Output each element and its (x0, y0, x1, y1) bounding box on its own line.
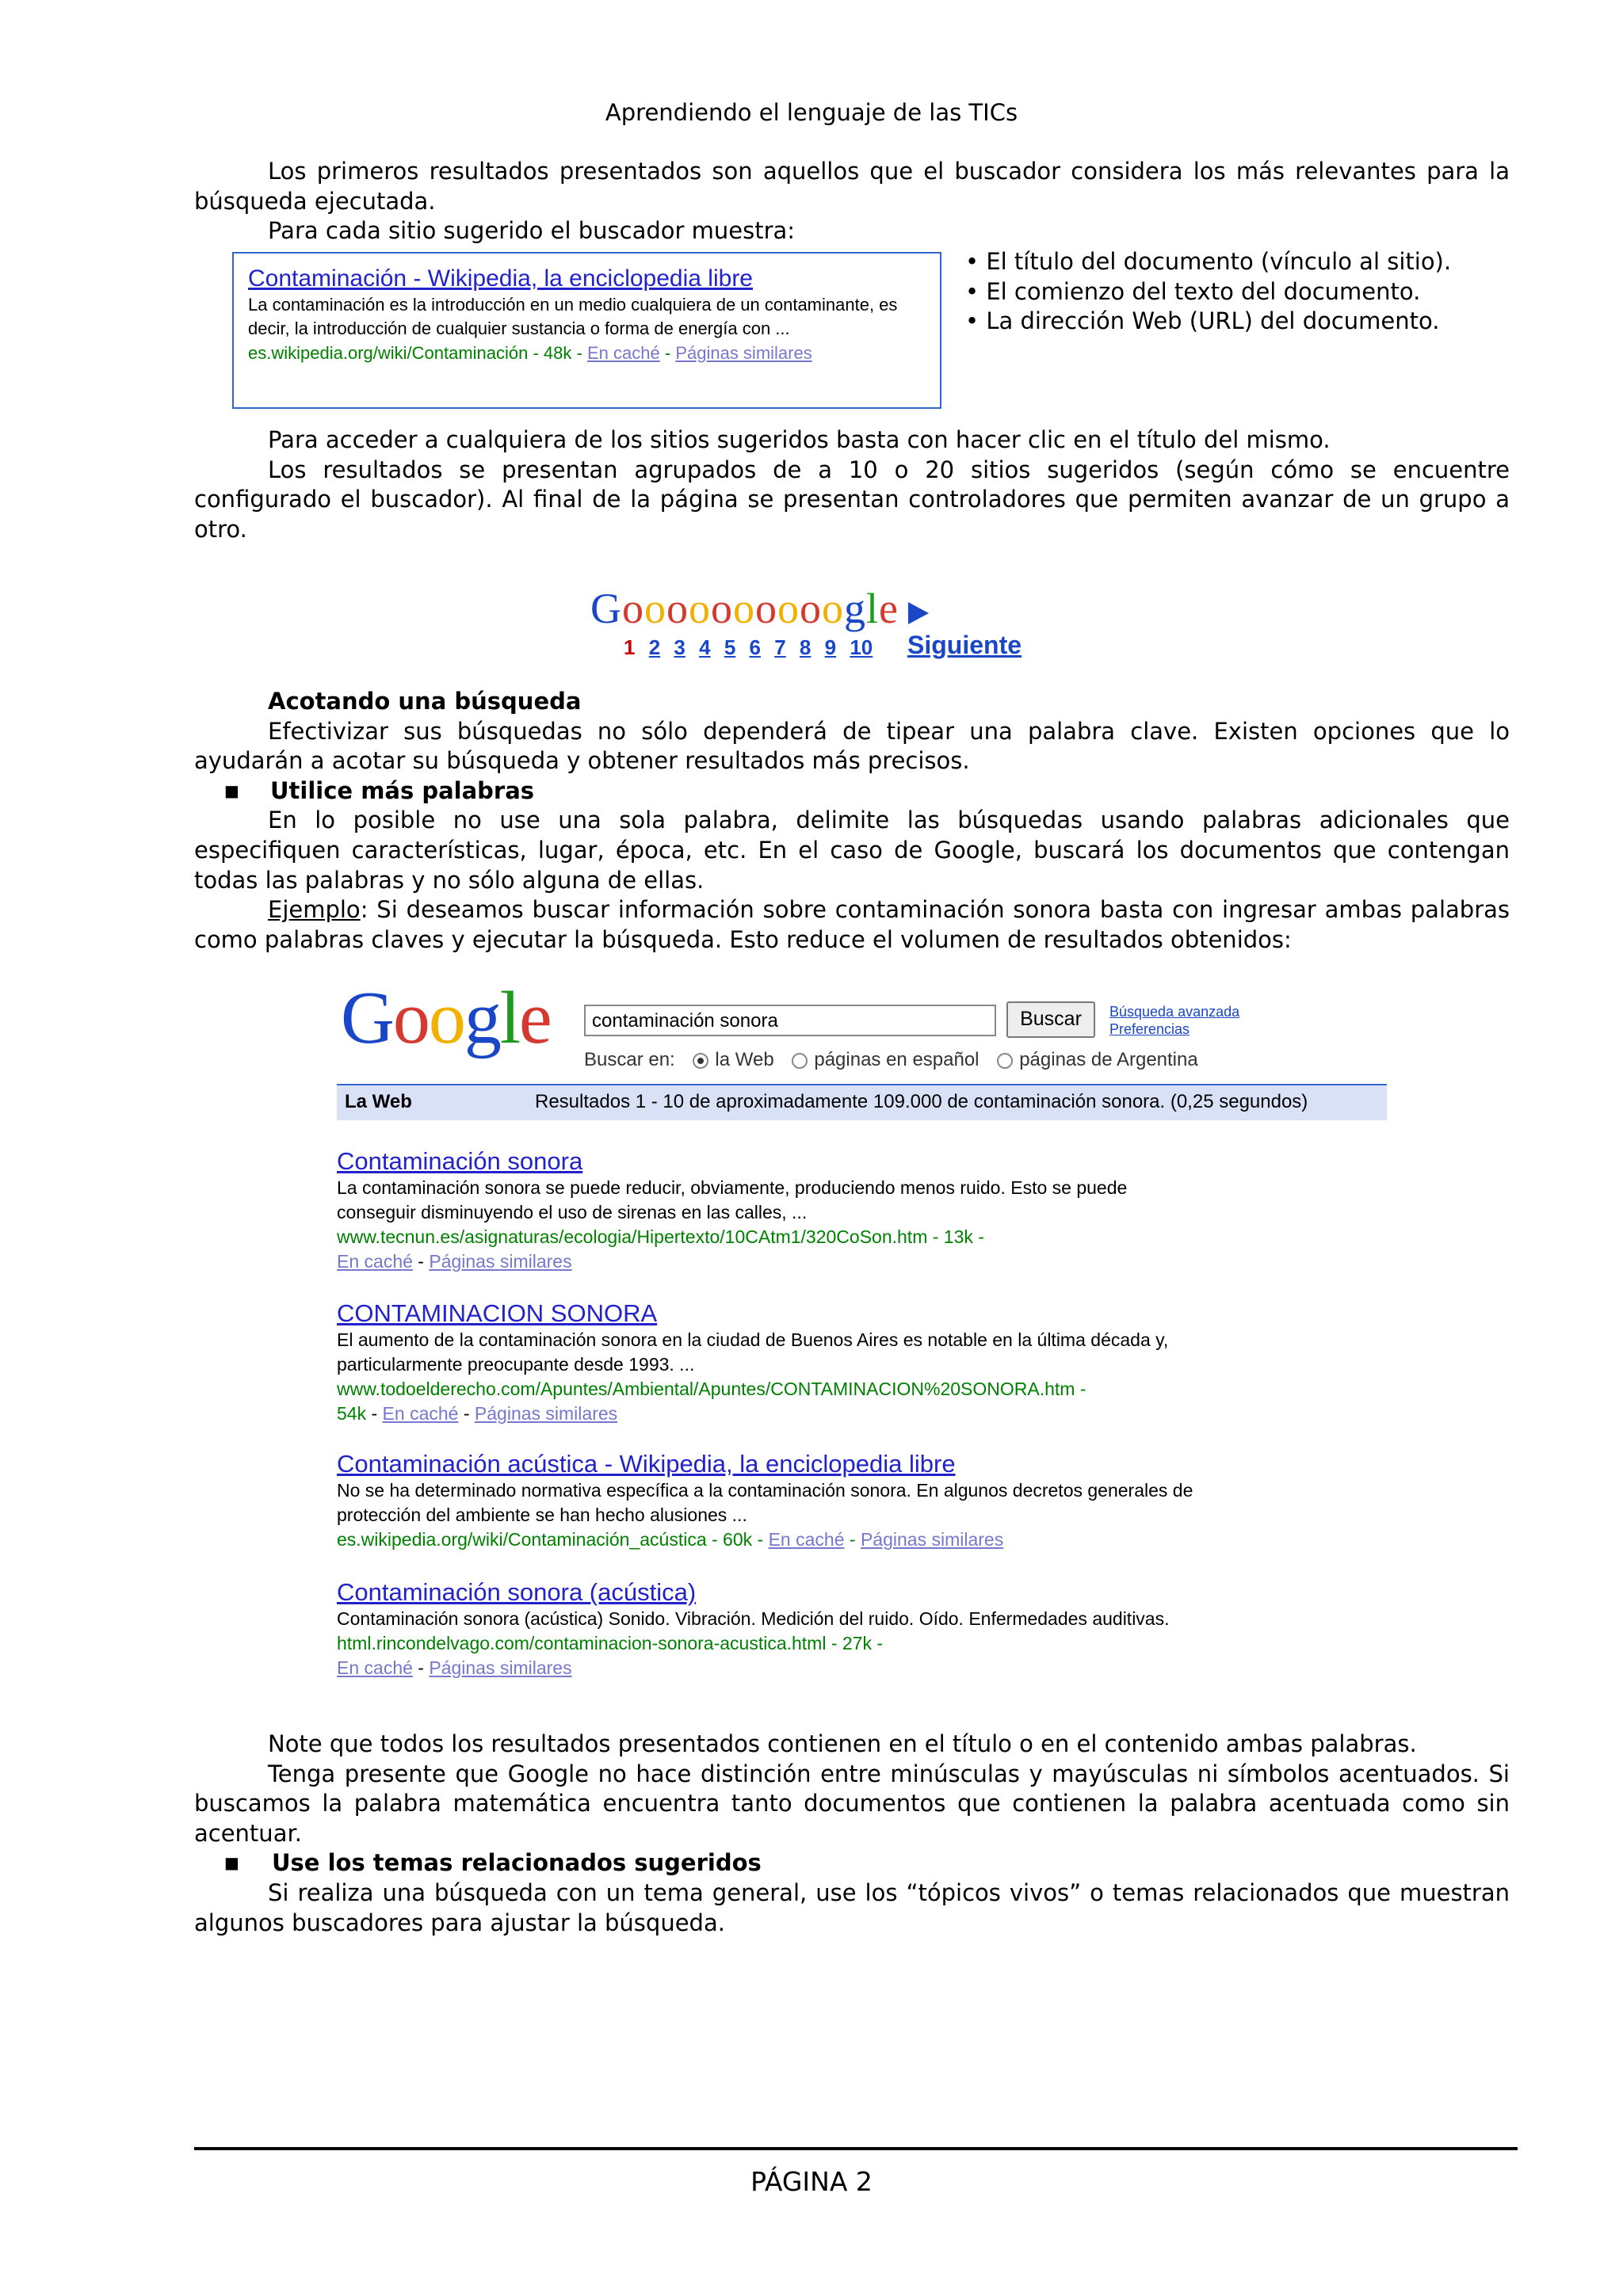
list-item: • La dirección Web (URL) del documento. (965, 307, 1440, 335)
snippet-cache-link[interactable]: En caché (587, 343, 660, 363)
page-number-link[interactable]: 8 (799, 635, 812, 659)
result-description: Contaminación sonora (acústica) Sonido. Vibración. Medición del ruido. Oído. Enfermedades auditivas. (337, 1608, 1170, 1629)
paragraph-related-topics: Si realiza una búsqueda con un tema general, use los “tópicos vivos” o temas relacionados que muestran algunos buscadores para ajustar la búsqueda. (194, 1878, 1510, 1936)
page-number-link[interactable]: 7 (774, 635, 786, 659)
page-number-link[interactable]: 2 (648, 635, 661, 659)
result-description: El aumento de la contaminación sonora en la ciudad de Buenos Aires es notable en la última década y, particularmente preocupante desde 1993. ... (337, 1329, 1169, 1375)
shows-list (965, 247, 1520, 337)
paragraph-grouping: Los resultados se presentan agrupados de a 10 o 20 sitios sugeridos (según cómo se encuentre configurado el buscador). Al final de la página se presentan controladores que permiten avanzar de un grupo a otro. (194, 456, 1510, 543)
example-label: Ejemplo (268, 896, 361, 924)
result-links: En caché - Páginas similares (337, 1657, 572, 1678)
page-number-footer: PÁGINA 2 (750, 2166, 873, 2197)
access-block (194, 425, 1510, 544)
example-text: : Si deseamos buscar información sobre contaminación sonora basta con ingresar ambas palabras como palabras claves y ejecutar la búsqueda. Esto reduce el volumen de resultados obtenidos: (194, 896, 1510, 953)
results-bar (337, 1084, 1387, 1120)
result-url: es.wikipedia.org/wiki/Contaminación_acústica - 60k (337, 1529, 753, 1550)
result-item (337, 1299, 1209, 1426)
closing-block (194, 1730, 1510, 1938)
square-bullet-icon: ■ (224, 1853, 239, 1873)
result-cache-link[interactable]: En caché (337, 1251, 413, 1272)
result-similar-link[interactable]: Páginas similares (860, 1529, 1004, 1550)
search-result-snippet-image (232, 252, 941, 409)
result-cache-link[interactable]: En caché (337, 1657, 413, 1678)
paragraph-access: Para acceder a cualquiera de los sitios sugeridos basta con hacer clic en el título del mismo. (268, 426, 1331, 453)
footer-divider (194, 2147, 1518, 2150)
result-description: No se ha determinado normativa específica a la contaminación sonora. En algunos decretos generales de protección del ambiente se han hecho alusiones ... (337, 1480, 1193, 1525)
bullet-label: Use los temas relacionados sugeridos (272, 1849, 762, 1877)
result-size: 54k (337, 1403, 367, 1424)
paragraph-shows-intro: Para cada sitio sugerido el buscador muestra: (268, 217, 796, 245)
page-number-link[interactable]: 6 (749, 635, 761, 659)
page-number-link[interactable]: 10 (850, 635, 873, 659)
result-title-link[interactable]: Contaminación acústica - Wikipedia, la enciclopedia libre (337, 1450, 956, 1478)
page-number-link[interactable]: 4 (699, 635, 711, 659)
result-links: 54k - En caché - Páginas similares (337, 1403, 618, 1424)
result-description: La contaminación sonora se puede reducir, obviamente, produciendo menos ruido. Esto se puede conseguir disminuyendo el uso de sirenas en las calles, ... (337, 1177, 1128, 1222)
narrowing-block (194, 687, 1510, 955)
result-item (337, 1147, 1209, 1274)
snippet-description: La contaminación es la introducción en un medio cualquiera de un contaminante, es decir, la introducción de cualquier sustancia o forma de energía con ... (248, 295, 898, 338)
radio-spanish-label: páginas en español (814, 1049, 980, 1070)
search-input[interactable]: contaminación sonora (584, 1005, 996, 1036)
paragraph-more-words: En lo posible no use una sola palabra, delimite las búsquedas usando palabras adicionales que especifiquen características, lugar, época, etc. En el caso de Google, buscará los documentos que contengan todas las palabras y no sólo alguna de ellas. (194, 807, 1510, 894)
section-title: Acotando una búsqueda (268, 688, 582, 715)
result-cache-link[interactable]: En caché (382, 1403, 459, 1424)
radio-web-label: la Web (715, 1049, 774, 1070)
result-title-link[interactable]: Contaminación sonora (337, 1147, 583, 1175)
result-url-line: es.wikipedia.org/wiki/Contaminación_acústica - 60k - En caché - Páginas similares (337, 1529, 1004, 1550)
results-stats: Resultados 1 - 10 de aproximadamente 109.000 de contaminación sonora. (0,25 segundos) (535, 1091, 1308, 1112)
snippet-title-link[interactable]: Contaminación - Wikipedia, la enciclopedia libre (248, 265, 753, 292)
search-scope (584, 1049, 1198, 1071)
radio-argentina-label: páginas de Argentina (1019, 1049, 1198, 1070)
advanced-search-link[interactable]: Búsqueda avanzada (1109, 1004, 1240, 1020)
result-similar-link[interactable]: Páginas similares (429, 1657, 572, 1678)
paragraph-example (194, 895, 1510, 955)
gooooogle-logo: Goooooooooogle (590, 585, 1034, 632)
bullet-more-words (194, 776, 1510, 807)
search-scope-label: Buscar en: (584, 1049, 675, 1070)
google-logo: Google (341, 977, 551, 1059)
next-arrow-icon[interactable] (908, 602, 929, 624)
result-item (337, 1578, 1209, 1680)
page-number-link[interactable]: 5 (724, 635, 736, 659)
result-title-link[interactable]: Contaminación sonora (acústica) (337, 1578, 697, 1606)
paragraph-results-relevance: Los primeros resultados presentados son aquellos que el buscador considera los más relevantes para la búsqueda ejecutada. (194, 158, 1510, 215)
result-similar-link[interactable]: Páginas similares (429, 1251, 572, 1272)
list-item: • El comienzo del texto del documento. (965, 277, 1421, 305)
intro-block (194, 157, 1510, 246)
snippet-similar-link[interactable]: Páginas similares (675, 343, 812, 363)
result-url: www.tecnun.es/asignaturas/ecologia/Hipertexto/10CAtm1/320CoSon.htm - 13k - (337, 1226, 984, 1247)
preferences-link[interactable]: Preferencias (1109, 1021, 1190, 1037)
result-url: html.rincondelvago.com/contaminacion-sonora-acustica.html - 27k - (337, 1633, 884, 1653)
advanced-links (1109, 1003, 1239, 1038)
list-item: • El título del documento (vínculo al sitio). (965, 248, 1452, 275)
snippet-url-text: es.wikipedia.org/wiki/Contaminación - 48k (248, 343, 572, 363)
page-number-current: 1 (624, 635, 636, 659)
next-page-link[interactable]: Siguiente (907, 631, 1022, 659)
paragraph-note: Note que todos los resultados presentados contienen en el título o en el contenido ambas palabras. (268, 1730, 1417, 1757)
result-links: En caché - Páginas similares (337, 1251, 572, 1272)
result-url: www.todoelderecho.com/Apuntes/Ambiental/Apuntes/CONTAMINACION%20SONORA.htm - (337, 1379, 1086, 1399)
bullet-related-topics (194, 1848, 1510, 1878)
page-number-link[interactable]: 9 (824, 635, 837, 659)
results-bar-label: La Web (345, 1091, 412, 1112)
paragraph-case-insensitive: Tenga presente que Google no hace distinción entre minúsculas y mayúsculas ni símbolos acentuados. Si buscamos la palabra matemática encuentra tanto documentos que contienen la palabra acentuada como sin acentuar. (194, 1760, 1510, 1847)
page-header: Aprendiendo el lenguaje de las TICs (605, 99, 1018, 126)
google-results-image (333, 974, 1387, 1719)
page-numbers (624, 635, 880, 660)
search-button[interactable]: Buscar (1006, 1001, 1095, 1038)
result-title-link[interactable]: CONTAMINACION SONORA (337, 1299, 658, 1327)
result-similar-link[interactable]: Páginas similares (474, 1403, 618, 1424)
result-item (337, 1450, 1209, 1552)
radio-web[interactable] (693, 1053, 708, 1069)
bullet-label: Utilice más palabras (270, 776, 535, 804)
google-pager-image (590, 585, 1034, 673)
paragraph-narrowing: Efectivizar sus búsquedas no sólo dependerá de tipear una palabra clave. Existen opciones que lo ayudarán a acotar su búsqueda y obtener resultados más precisos. (194, 717, 1510, 775)
radio-spanish[interactable] (792, 1053, 808, 1069)
result-cache-link[interactable]: En caché (768, 1529, 845, 1550)
square-bullet-icon: ■ (224, 780, 239, 800)
page-number-link[interactable]: 3 (674, 635, 685, 659)
radio-argentina[interactable] (997, 1053, 1013, 1069)
snippet-url: es.wikipedia.org/wiki/Contaminación - 48k - En caché - Páginas similares (248, 343, 812, 363)
